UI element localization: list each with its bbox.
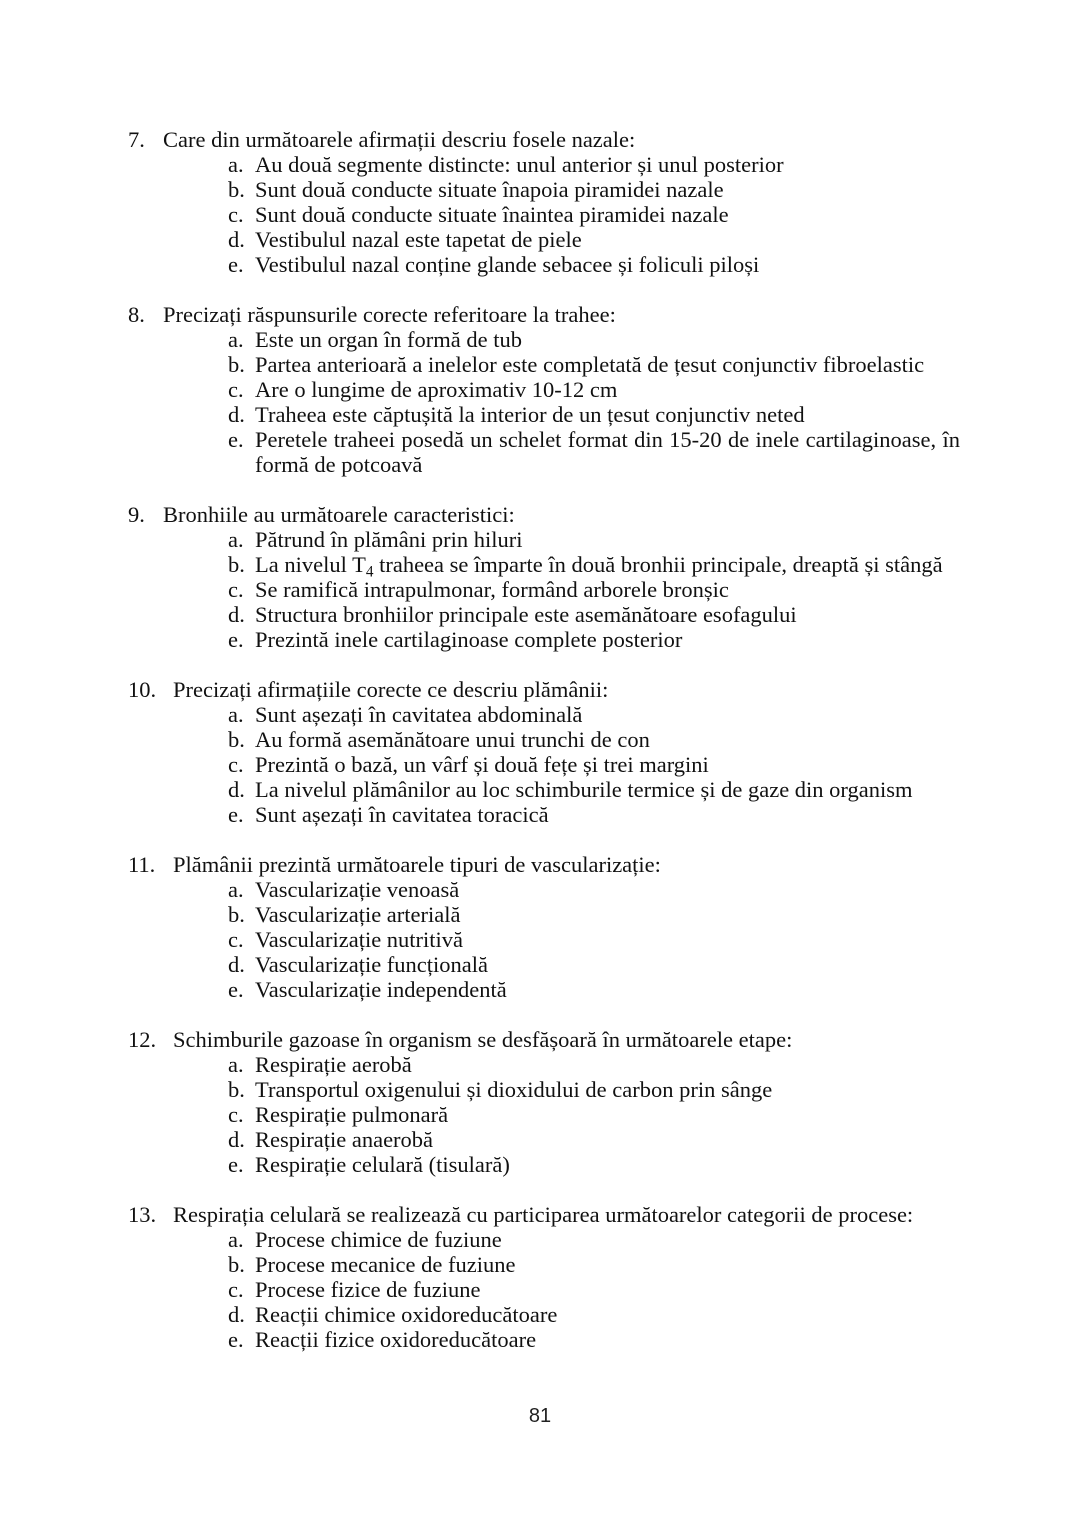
option-letter: c. (228, 1277, 244, 1302)
option-letter: b. (228, 552, 245, 577)
option-letter: a. (228, 877, 244, 902)
option-text: Este un organ în formă de tub (255, 327, 523, 352)
option-item[interactable] (128, 227, 960, 252)
question-text: Plămânii prezintă următoarele tipuri de vascularizație: (173, 852, 661, 877)
option-text: Procese mecanice de fuziune (255, 1252, 516, 1277)
option-item[interactable] (128, 1127, 960, 1152)
option-text: Se ramifică intrapulmonar, formând arborele bronșic (255, 577, 729, 602)
option-text-with-subscript (255, 552, 960, 581)
option-letter: a. (228, 1227, 244, 1252)
option-letter: e. (228, 1152, 244, 1177)
option-letter: b. (228, 1252, 245, 1277)
option-text: Vestibulul nazal este tapetat de piele (255, 227, 582, 252)
option-text: Peretele traheei posedă un schelet format din 15-20 de inele cartilaginoase, în formă de potcoavă (255, 427, 960, 477)
question-header (128, 852, 960, 877)
option-text: Prezintă o bază, un vârf și două fețe și trei margini (255, 752, 709, 777)
option-letter: d. (228, 777, 245, 802)
question-number: 9. (128, 502, 145, 527)
option-text: Are o lungime de aproximativ 10-12 cm (255, 377, 618, 402)
option-letter: e. (228, 252, 244, 277)
question-block (128, 302, 960, 477)
option-item[interactable] (128, 552, 960, 581)
option-item[interactable] (128, 177, 960, 202)
option-item[interactable] (128, 777, 960, 802)
question-header (128, 127, 960, 152)
question-block (128, 1202, 960, 1352)
option-letter: b. (228, 352, 245, 377)
subscript-after: traheea se împarte în două bronhii principale, dreaptă și stângă (373, 552, 943, 577)
option-item[interactable] (128, 377, 960, 402)
question-header (128, 302, 960, 327)
option-item[interactable] (128, 1227, 960, 1252)
option-letter: e. (228, 627, 244, 652)
option-letter: c. (228, 1102, 244, 1127)
option-text: Structura bronhiilor principale este asemănătoare esofagului (255, 602, 797, 627)
option-item[interactable] (128, 427, 960, 477)
option-text: Pătrund în plămâni prin hiluri (255, 527, 523, 552)
option-item[interactable] (128, 802, 960, 827)
option-text: Sunt așezați în cavitatea abdominală (255, 702, 583, 727)
question-header (128, 1202, 960, 1227)
option-letter: c. (228, 577, 244, 602)
option-item[interactable] (128, 1152, 960, 1177)
option-item[interactable] (128, 602, 960, 627)
option-text: Vascularizație nutritivă (255, 927, 464, 952)
option-text: Traheea este căptușită la interior de un țesut conjunctiv neted (255, 402, 805, 427)
option-item[interactable] (128, 1302, 960, 1327)
option-letter: e. (228, 977, 244, 1002)
question-header (128, 502, 960, 527)
question-number: 10. (128, 677, 157, 702)
option-letter: e. (228, 427, 244, 452)
page-number: 81 (528, 1405, 552, 1427)
question-number: 12. (128, 1027, 157, 1052)
question-header (128, 1027, 960, 1052)
option-letter: c. (228, 377, 244, 402)
option-item[interactable] (128, 952, 960, 977)
option-text: Respirație pulmonară (255, 1102, 449, 1127)
option-letter: b. (228, 902, 245, 927)
question-text: Bronhiile au următoarele caracteristici: (163, 502, 515, 527)
question-block (128, 127, 960, 277)
question-number: 11. (128, 852, 156, 877)
question-block (128, 852, 960, 1002)
option-letter: b. (228, 1077, 245, 1102)
option-text: Sunt două conducte situate înapoia piramidei nazale (255, 177, 724, 202)
option-item[interactable] (128, 152, 960, 177)
option-text: Procese chimice de fuziune (255, 1227, 502, 1252)
option-text: Reacții fizice oxidoreducătoare (255, 1327, 537, 1352)
option-letter: a. (228, 527, 244, 552)
option-letter: c. (228, 927, 244, 952)
option-letter: d. (228, 227, 245, 252)
subscript-before: La nivelul T (255, 552, 366, 577)
option-text: Vascularizație independentă (255, 977, 507, 1002)
option-text: La nivelul plămânilor au loc schimburile termice și de gaze din organism (255, 777, 913, 802)
option-letter: a. (228, 152, 244, 177)
option-item[interactable] (128, 977, 960, 1002)
option-list (128, 702, 960, 827)
option-list (128, 327, 960, 477)
question-text: Care din următoarele afirmații descriu fosele nazale: (163, 127, 636, 152)
option-text: Sunt două conducte situate înaintea piramidei nazale (255, 202, 729, 227)
option-text: Procese fizice de fuziune (255, 1277, 481, 1302)
question-text: Schimburile gazoase în organism se desfășoară în următoarele etape: (173, 1027, 793, 1052)
option-text: Vascularizație venoasă (255, 877, 460, 902)
option-text: Au două segmente distincte: unul anterior și unul posterior (255, 152, 784, 177)
question-block (128, 677, 960, 827)
option-item[interactable] (128, 927, 960, 952)
option-text: Respirație celulară (tisulară) (255, 1152, 510, 1177)
option-list (128, 527, 960, 652)
option-letter: b. (228, 727, 245, 752)
question-text: Respirația celulară se realizează cu participarea următoarelor categorii de procese: (173, 1202, 914, 1227)
option-letter: a. (228, 327, 244, 352)
question-text: Precizați afirmațiile corecte ce descriu plămânii: (173, 677, 609, 702)
option-item[interactable] (128, 577, 960, 602)
option-item[interactable] (128, 327, 960, 352)
option-letter: b. (228, 177, 245, 202)
option-letter: d. (228, 1127, 245, 1152)
option-item[interactable] (128, 1102, 960, 1127)
option-letter: a. (228, 702, 244, 727)
option-letter: d. (228, 602, 245, 627)
subscript-value: 4 (365, 563, 374, 581)
option-letter: c. (228, 752, 244, 777)
option-item[interactable] (128, 1277, 960, 1302)
option-item[interactable] (128, 1252, 960, 1277)
option-text: Prezintă inele cartilaginoase complete posterior (255, 627, 683, 652)
option-item[interactable] (128, 877, 960, 902)
question-number: 8. (128, 302, 145, 327)
option-letter: d. (228, 1302, 245, 1327)
option-text: Vascularizație funcțională (255, 952, 489, 977)
option-item[interactable] (128, 1052, 960, 1077)
option-item[interactable] (128, 402, 960, 427)
option-item[interactable] (128, 1327, 960, 1352)
option-item[interactable] (128, 702, 960, 727)
option-letter: a. (228, 1052, 244, 1077)
option-text: Transportul oxigenului și dioxidului de carbon prin sânge (255, 1077, 773, 1102)
option-item[interactable] (128, 727, 960, 752)
option-item[interactable] (128, 352, 960, 377)
question-number: 7. (128, 127, 145, 152)
option-letter: e. (228, 1327, 244, 1352)
option-item[interactable] (128, 527, 960, 552)
option-text: Partea anterioară a inelelor este completată de țesut conjunctiv fibroelastic (255, 352, 925, 377)
question-block (128, 502, 960, 652)
option-list (128, 877, 960, 1002)
option-text: Respirație anaerobă (255, 1127, 434, 1152)
option-letter: e. (228, 802, 244, 827)
option-item[interactable] (128, 202, 960, 227)
option-item[interactable] (128, 902, 960, 927)
option-list (128, 1227, 960, 1352)
option-text: Respirație aerobă (255, 1052, 412, 1077)
option-letter: d. (228, 952, 245, 977)
question-number: 13. (128, 1202, 157, 1227)
option-text: Vestibulul nazal conține glande sebacee și foliculi piloși (255, 252, 760, 277)
option-item[interactable] (128, 1077, 960, 1102)
option-list (128, 1052, 960, 1177)
question-block (128, 1027, 960, 1177)
option-text: Au formă asemănătoare unui trunchi de con (255, 727, 650, 752)
option-item[interactable] (128, 752, 960, 777)
option-text: Vascularizație arterială (255, 902, 461, 927)
option-item[interactable] (128, 627, 960, 652)
option-text: Sunt așezați în cavitatea toracică (255, 802, 549, 827)
option-item[interactable] (128, 252, 960, 277)
question-text: Precizați răspunsurile corecte referitoare la trahee: (163, 302, 616, 327)
question-header (128, 677, 960, 702)
option-letter: c. (228, 202, 244, 227)
option-letter: d. (228, 402, 245, 427)
questions-list (128, 127, 960, 1352)
option-text: Reacții chimice oxidoreducătoare (255, 1302, 558, 1327)
option-list (128, 152, 960, 277)
